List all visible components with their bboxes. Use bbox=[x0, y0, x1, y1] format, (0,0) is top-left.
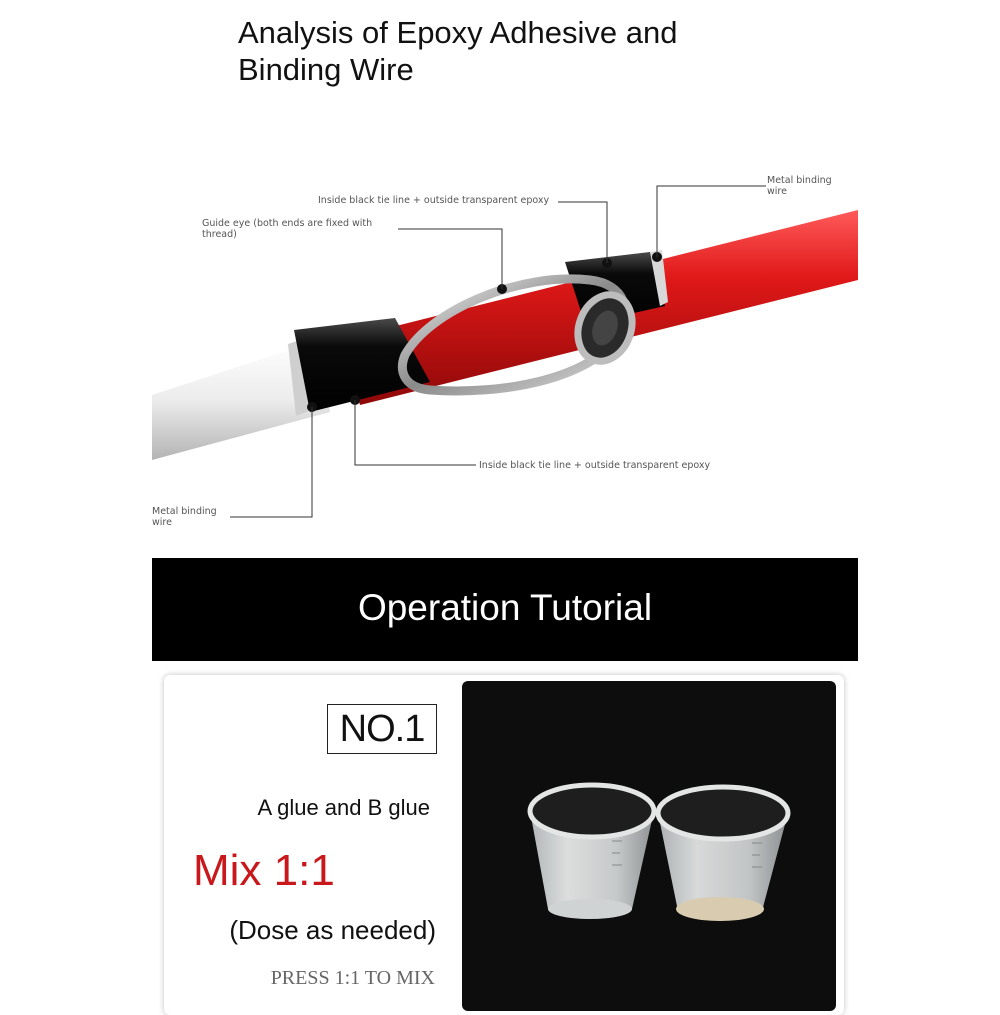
section-banner bbox=[152, 558, 858, 661]
step-number: NO.1 bbox=[327, 704, 437, 754]
glue-label: A glue and B glue bbox=[257, 795, 430, 820]
callout-tie-line-top: Inside black tie line + outside transparent epoxy bbox=[318, 195, 550, 206]
measuring-cups-icon bbox=[462, 681, 836, 1011]
callout-metal-binding-bottom: Metal binding wire bbox=[152, 506, 217, 528]
rod-illustration bbox=[0, 150, 1000, 540]
banner-label: Operation Tutorial bbox=[357, 587, 653, 628]
page-title bbox=[238, 14, 758, 88]
mix-ratio: Mix 1:1 bbox=[193, 846, 335, 895]
callout-tie-line-bottom: Inside black tie line + outside transparent epoxy bbox=[479, 460, 711, 471]
cup-a bbox=[530, 785, 654, 919]
measuring-cups-photo bbox=[462, 681, 836, 1011]
title-line-2: Binding Wire bbox=[238, 52, 414, 87]
callout-metal-binding-top: Metal binding wire bbox=[767, 175, 832, 197]
cup-b bbox=[658, 787, 788, 921]
dose-note: (Dose as needed) bbox=[229, 915, 436, 945]
press-instruction: PRESS 1:1 TO MIX bbox=[270, 967, 435, 989]
callout-guide-eye: Guide eye (both ends are fixed with thread) bbox=[202, 218, 373, 240]
rod-guide-diagram bbox=[0, 150, 1000, 540]
title-line-1: Analysis of Epoxy Adhesive and bbox=[238, 15, 678, 50]
